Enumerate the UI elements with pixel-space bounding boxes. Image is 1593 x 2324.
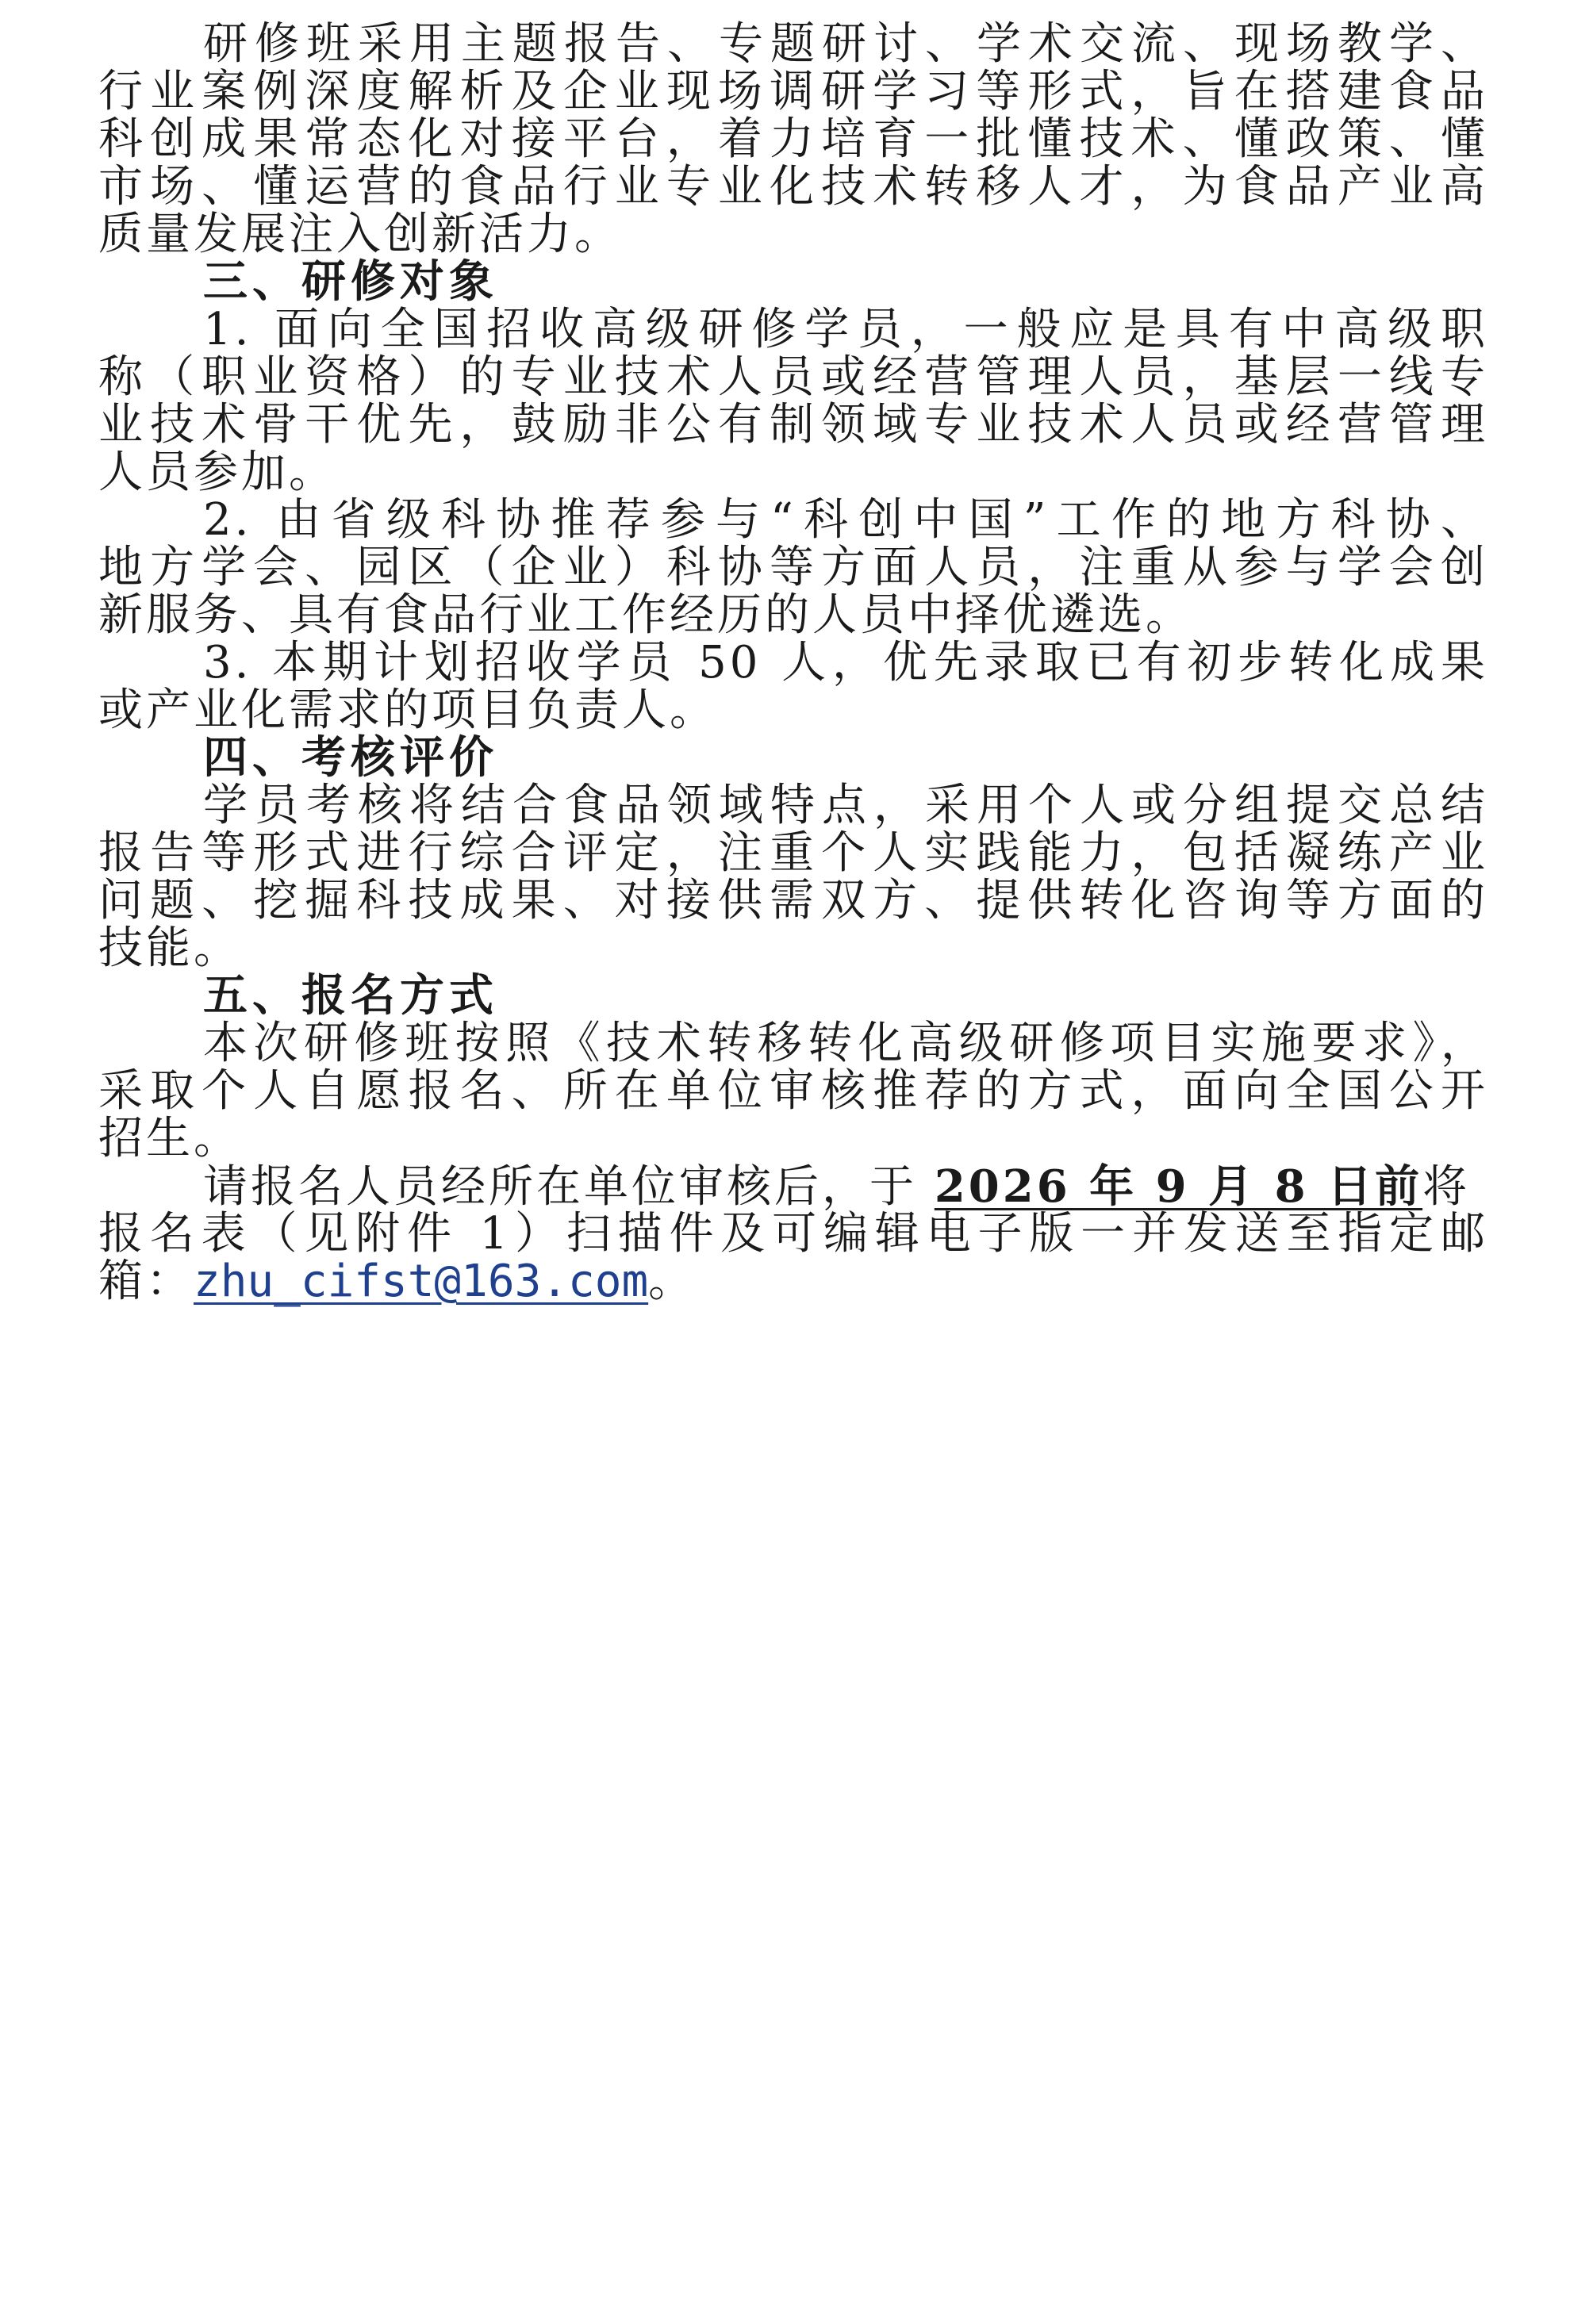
intro-line-5: 质量发展注入创新活力。 [98,209,622,260]
section4-line-1: 学员考核将结合食品领域特点，采用个人或分组提交总结 [203,780,1488,831]
section3-item1-line-3: 业技术骨干优先，鼓励非公有制领域专业技术人员或经营管理 [98,399,1488,451]
section3-item3-line-1: 3. 本期计划招收学员 50 人，优先录取已有初步转化成果 [203,637,1488,688]
intro-line-1: 研修班采用主题报告、专题研讨、学术交流、现场教学、 [203,18,1488,70]
section3-item2-line-3: 新服务、具有食品行业工作经历的人员中择优遴选。 [98,589,1193,641]
section5-para2-line-3 [98,1250,1488,1313]
mailbox-label: 箱： [98,1256,194,1307]
section3-item1-line-4: 人员参加。 [98,447,336,498]
deadline-date: 2026 年 9 月 8 日前 [934,1160,1423,1213]
period: 。 [648,1256,697,1307]
para2-prefix: 请报名人员经所在单位审核后，于 [203,1161,935,1213]
intro-line-4: 市场、懂运营的食品行业专业化技术转移人才，为食品产业高 [98,161,1488,213]
section5-heading: 五、报名方式 [203,970,498,1022]
section4-line-4: 技能。 [98,922,241,974]
section3-item1-line-2: 称（职业资格）的专业技术人员或经营管理人员，基层一线专 [98,351,1488,403]
section4-line-3: 问题、挖掘科技成果、对接供需双方、提供转化咨询等方面的 [98,875,1488,926]
intro-line-2: 行业案例深度解析及企业现场调研学习等形式，旨在搭建食品 [98,66,1488,117]
section4-heading: 四、考核评价 [203,732,498,784]
email-link[interactable]: zhu_cifst@163.com [194,1256,649,1307]
section3-item2-line-2: 地方学会、园区（企业）科协等方面人员，注重从参与学会创 [98,542,1488,593]
section5-para2-line-2: 报名表（见附件 1）扫描件及可编辑电子版一并发送至指定邮 [98,1208,1488,1260]
section3-heading: 三、研修对象 [203,256,498,308]
section5-para1-line-1: 本次研修班按照《技术转移转化高级研修项目实施要求》， [203,1018,1488,1069]
section3-item1-line-1: 1. 面向全国招收高级研修学员，一般应是具有中高级职 [203,304,1488,355]
section3-item3-line-2: 或产业化需求的项目负责人。 [98,685,717,736]
section5-para1-line-2: 采取个人自愿报名、所在单位审核推荐的方式，面向全国公开 [98,1065,1488,1117]
section5-para1-line-3: 招生。 [98,1113,241,1164]
intro-line-3: 科创成果常态化对接平台，着力培育一批懂技术、懂政策、懂 [98,113,1488,165]
section3-item2-line-1: 2. 由省级科协推荐参与“科创中国”工作的地方科协、 [203,494,1488,546]
section4-line-2: 报告等形式进行综合评定，注重个人实践能力，包括凝练产业 [98,827,1488,879]
para2-suffix: 将 [1422,1161,1471,1213]
